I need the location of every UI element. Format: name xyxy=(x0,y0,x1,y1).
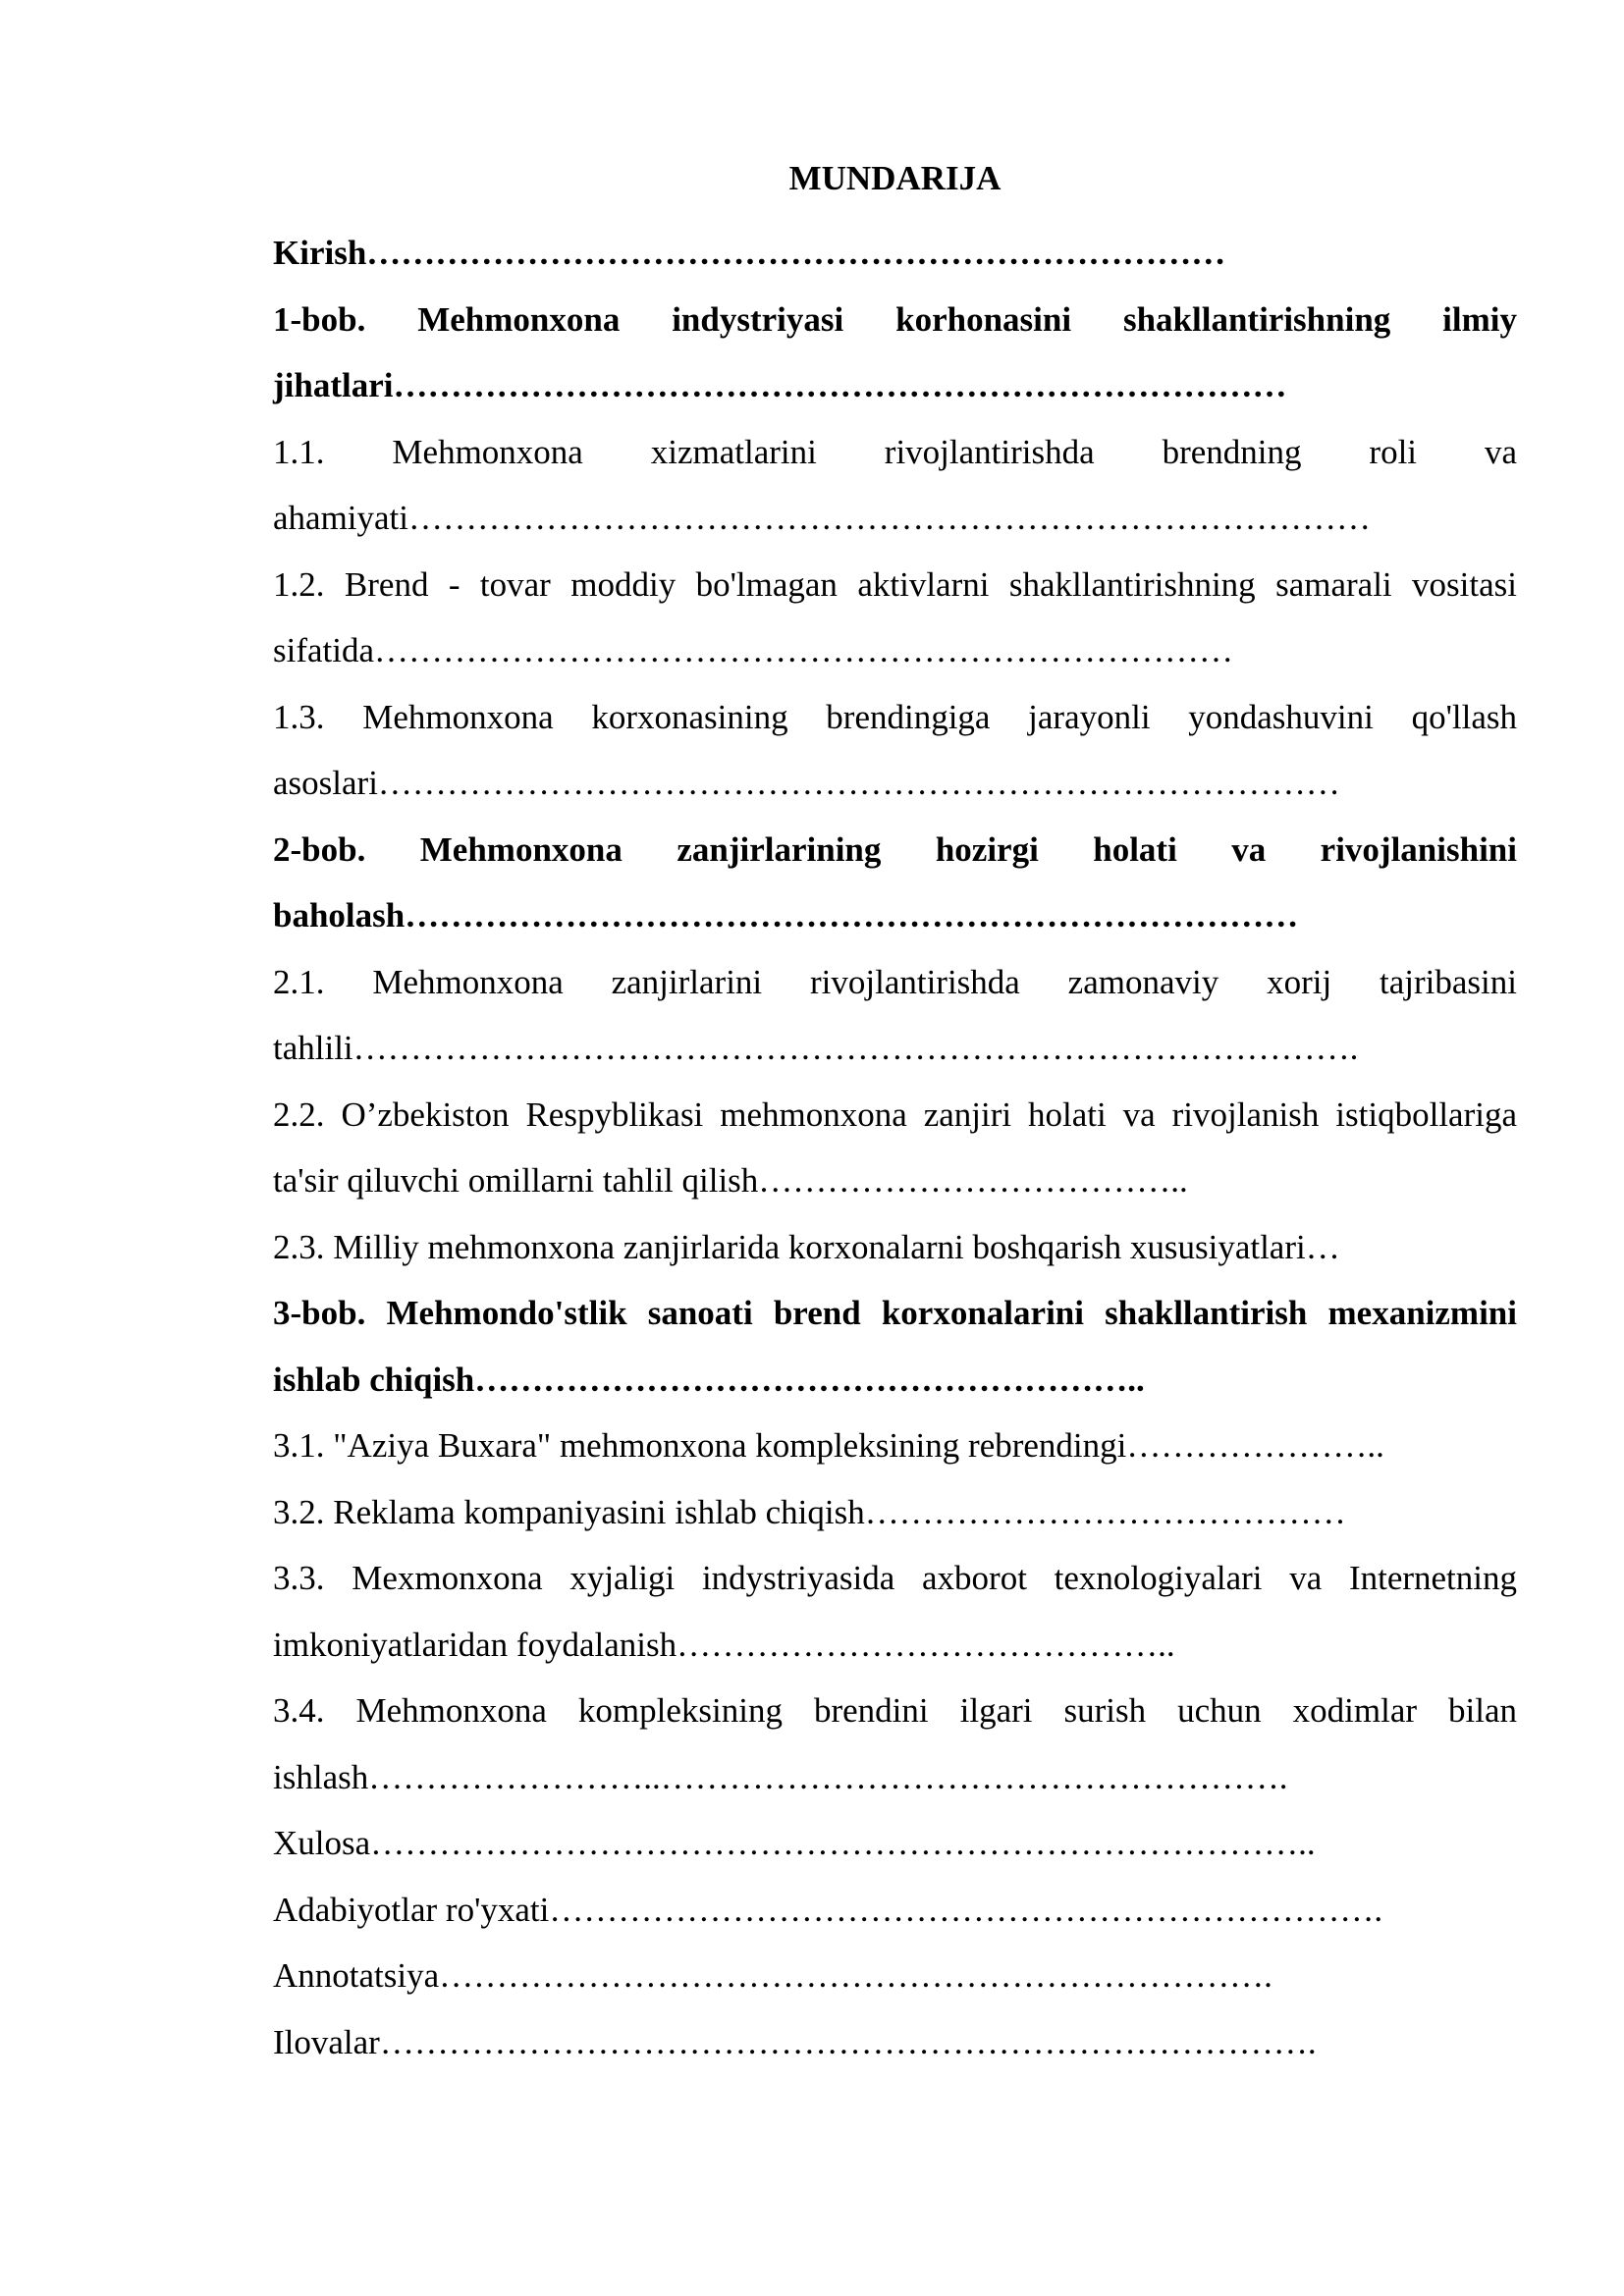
toc-entry-appendices: Ilovalar………………………………………………………………………. xyxy=(273,2022,1317,2061)
toc-entry-2-3: 2.3. Milliy mehmonxona zanjirlarida korxonalarni boshqarish xususiyatlari… xyxy=(273,1227,1340,1266)
table-of-contents xyxy=(273,153,1517,2075)
toc-entry-3-2: 3.2. Reklama kompaniyasini ishlab chiqish…………………………………… xyxy=(273,1492,1346,1531)
toc-entry-chapter-3: 3-bob. Mehmondo'stlik sanoati brend korxonalarini shakllantirish mexanizmini ishlab chiqish………………………………………………….. xyxy=(273,1294,1517,1399)
toc-entry-3-3: 3.3. Mexmonxona xyjaligi indystriyasida axborot texnologiyalari va Internetning imkoniyatlaridan foydalanish…………………………………….. xyxy=(273,1559,1517,1664)
toc-entry-chapter-1: 1-bob. Mehmonxona indystriyasi korhonasini shakllantirishning ilmiy jihatlari…………………………………………………………………… xyxy=(273,299,1517,404)
toc-entry-chapter-2: 2-bob. Mehmonxona zanjirlarining hozirgi holati va rivojlanishini baholash…………………………………………………………………… xyxy=(273,829,1517,934)
toc-entry-3-1: 3.1. "Aziya Buxara" mehmonxona kompleksining rebrendingi………………….. xyxy=(273,1426,1384,1465)
toc-entry-1-3: 1.3. Mehmonxona korxonasining brendingiga jarayonli yondashuvini qo'llash asoslari………………………………………………………………………… xyxy=(273,697,1517,802)
toc-entry-annotation: Annotatsiya………………………………………………………………. xyxy=(273,1956,1272,1995)
page-title: MUNDARIJA xyxy=(788,159,1001,197)
toc-entry-1-2: 1.2. Brend - tovar moddiy bo'lmagan aktivlarni shakllantirishning samarali vositasi sifatida………………………………………………………………… xyxy=(273,564,1517,669)
toc-entry-references: Adabiyotlar ro'yxati………………………………………………………………. xyxy=(273,1890,1383,1929)
toc-entry-introduction: Kirish………………………………………………………………… xyxy=(273,234,1226,272)
toc-entry-2-1: 2.1. Mehmonxona zanjirlarini rivojlantirishda zamonaviy xorij tajribasini tahlili……………………………………………………………………………. xyxy=(273,962,1517,1067)
toc-entry-1-1: 1.1. Mehmonxona xizmatlarini rivojlantirishda brendning roli va ahamiyati………………………………………………………………………… xyxy=(273,432,1517,537)
toc-entry-2-2: 2.2. O’zbekiston Respyblikasi mehmonxona zanjiri holati va rivojlanish istiqbollariga ta'sir qiluvchi omillarni tahlil qilish……………………………….. xyxy=(273,1095,1517,1200)
toc-entry-conclusion: Xulosa……………………………………………………………………….. xyxy=(273,1824,1316,1862)
toc-entry-3-4: 3.4. Mehmonxona kompleksining brendini ilgari surish uchun xodimlar bilan ishlash……………………..………………………………………………. xyxy=(273,1691,1517,1796)
